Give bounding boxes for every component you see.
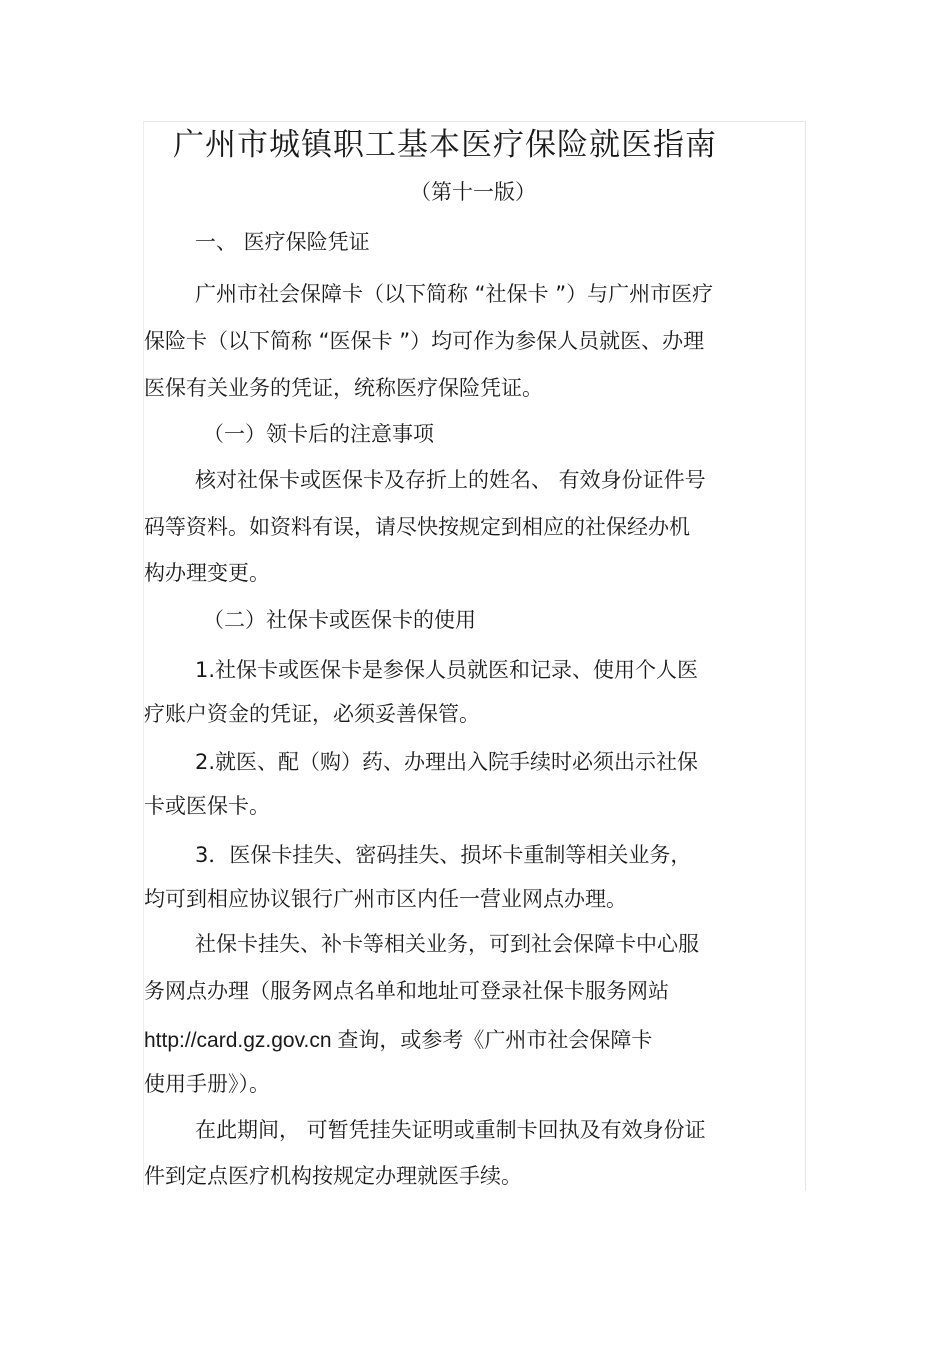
- list-item-2: 2.就医、配（购）药、办理出入院手续时必须出示社保: [195, 750, 699, 774]
- paragraph-line: 使用手册》）。: [144, 1072, 270, 1096]
- paragraph-line: 社保卡挂失、补卡等相关业务，可到社会保障卡中心服: [195, 932, 699, 956]
- paragraph-line: 卡或医保卡。: [144, 794, 270, 818]
- paragraph-line: 保险卡（以下简称 “医保卡 ”）均可作为参保人员就医、办理: [144, 329, 705, 353]
- list-item-1: 1.社保卡或医保卡是参保人员就医和记录、使用个人医: [195, 658, 699, 682]
- subsection-heading-2: （二）社保卡或医保卡的使用: [203, 608, 476, 632]
- edition-label: （第十一版）: [410, 180, 536, 204]
- subsection-heading-1: （一）领卡后的注意事项: [203, 422, 434, 446]
- paragraph-line: 在此期间， 可暂凭挂失证明或重制卡回执及有效身份证: [195, 1118, 706, 1142]
- paragraph-line: 码等资料。如资料有误，请尽快按规定到相应的社保经办机: [144, 515, 690, 539]
- page-title: 广州市城镇职工基本医疗保险就医指南: [173, 127, 717, 163]
- paragraph-line: 疗账户资金的凭证，必须妥善保管。: [144, 702, 480, 726]
- paragraph-line: 件到定点医疗机构按规定办理就医手续。: [144, 1164, 522, 1188]
- paragraph-line: 构办理变更。: [144, 561, 270, 585]
- list-item-3: 3．医保卡挂失、密码挂失、损坏卡重制等相关业务，: [195, 843, 692, 867]
- paragraph-line: 均可到相应协议银行广州市区内任一营业网点办理。: [144, 887, 627, 911]
- paragraph-line: 核对社保卡或医保卡及存折上的姓名、 有效身份证件号: [195, 468, 706, 492]
- paragraph-line: 务网点办理（服务网点名单和地址可登录社保卡服务网站: [144, 979, 669, 1003]
- website-line: http://card.gz.gov.cn 查询，或参考《广州市社会保障卡: [144, 1029, 653, 1052]
- paragraph-line: 广州市社会保障卡（以下简称 “社保卡 ”）与广州市医疗: [195, 282, 714, 306]
- paragraph-line: 医保有关业务的凭证，统称医疗保险凭证。: [144, 376, 543, 400]
- section-heading-1: 一、 医疗保险凭证: [195, 230, 370, 254]
